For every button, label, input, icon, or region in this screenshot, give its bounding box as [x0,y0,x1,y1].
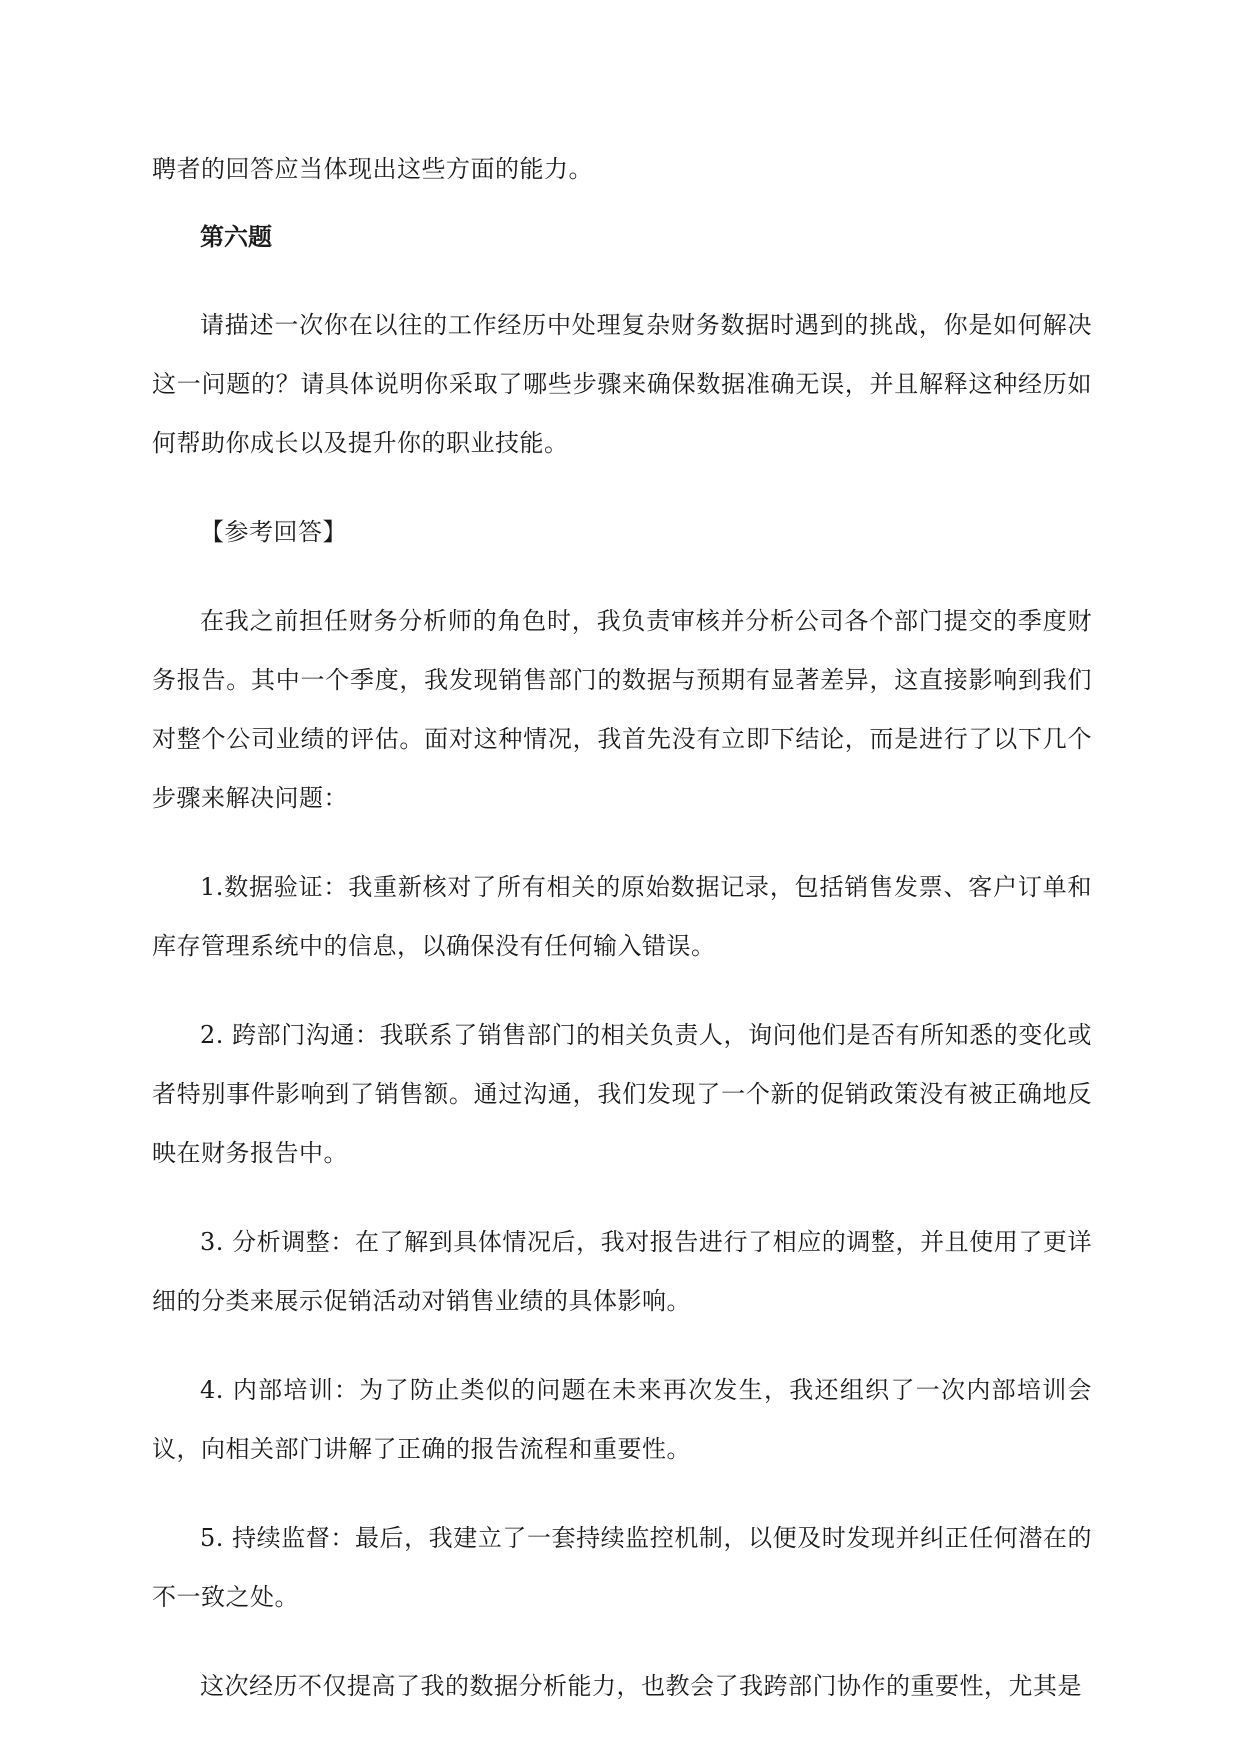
intro-paragraph: 聘者的回答应当体现出这些方面的能力。 [152,155,593,183]
closing-paragraph: 这次经历不仅提高了我的数据分析能力，也教会了我跨部门协作的重要性，尤其是 [200,1672,1082,1700]
question-title: 第六题 [200,222,272,251]
question-paragraph: 请描述一次你在以往的工作经历中处理复杂财务数据时遇到的挑战，你是如何解决这一问题的？请具体说明你采取了哪些步骤来确保数据准确无误，并且解释这种经历如何帮助你成长以及提升你的职业技能。 [152,311,1092,457]
step-paragraph: 2. 跨部门沟通：我联系了销售部门的相关负责人，询问他们是否有所知悉的变化或者特别事件影响到了销售额。通过沟通，我们发现了一个新的促销政策没有被正确地反映在财务报告中。 [152,1021,1092,1167]
answer-intro-paragraph: 在我之前担任财务分析师的角色时，我负责审核并分析公司各个部门提交的季度财务报告。其中一个季度，我发现销售部门的数据与预期有显著差异，这直接影响到我们对整个公司业绩的评估。面对这种情况，我首先没有立即下结论，而是进行了以下几个步骤来解决问题： [152,607,1092,812]
step-paragraph: 5. 持续监督：最后，我建立了一套持续监控机制，以便及时发现并纠正任何潜在的不一致之处。 [152,1524,1092,1611]
step-paragraph: 1.数据验证：我重新核对了所有相关的原始数据记录，包括销售发票、客户订单和库存管理系统中的信息，以确保没有任何输入错误。 [152,873,1092,960]
document-body [152,140,1092,1746]
step-paragraph: 3. 分析调整：在了解到具体情况后，我对报告进行了相应的调整，并且使用了更详细的分类来展示促销活动对销售业绩的具体影响。 [152,1228,1092,1315]
reference-answer-label: 【参考回答】 [200,518,347,546]
step-paragraph: 4. 内部培训：为了防止类似的问题在未来再次发生，我还组织了一次内部培训会议，向相关部门讲解了正确的报告流程和重要性。 [152,1376,1092,1463]
